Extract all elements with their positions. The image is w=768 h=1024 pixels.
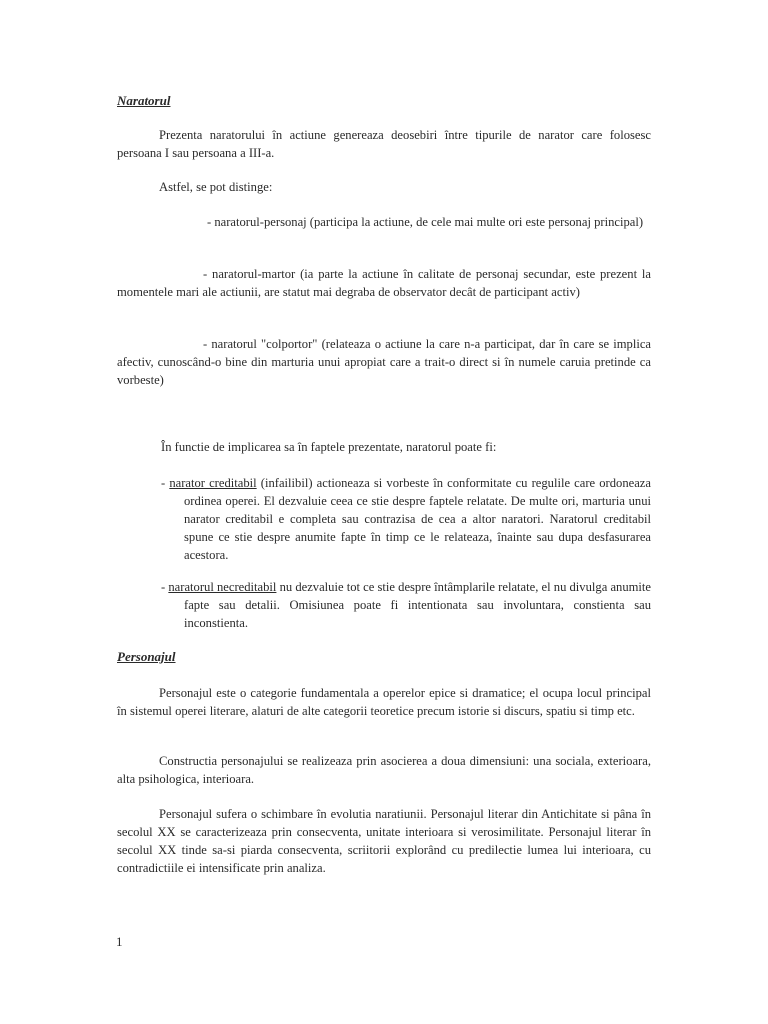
term-description: (infailibil) actioneaza si vorbeste în conformitate cu regulile care ordoneaza ordinea operei. El dezvaluie ceea ce stie despre faptele relatate. De multe ori, marturia unui narator creditabil e completa sau contrazisa de cea a altor naratori. Naratorul creditabil spune ce stie despre anumite fapte în timp ce le relateaza, înainte sau dupa desfasurarea acestora. <box>184 476 651 562</box>
paragraph-personaj-constructie: Constructia personajului se realizeaza prin asocierea a doua dimensiuni: una sociala, exterioara, alta psihologica, interioara. <box>117 754 651 786</box>
heading-personajul: Personajul <box>117 649 176 664</box>
list-item-narator-creditabil <box>161 474 651 564</box>
list-item-narator-martor: - naratorul-martor (ia parte la actiune în calitate de personaj secundar, este prezent la momentele mari ale actiunii, are statut mai degraba de observator decât de participant activ) <box>117 267 651 299</box>
list-dash: - <box>161 476 170 490</box>
term-narator-necreditabil: naratorul necreditabil <box>168 580 277 594</box>
list-item-narator-personaj: - naratorul-personaj (participa la actiune, de cele mai multe ori este personaj principal) <box>207 215 644 229</box>
list-item-narator-necreditabil <box>161 578 652 632</box>
term-description: nu dezvaluie tot ce stie despre întâmplarile relatate, el nu divulga anumite fapte sau detalii. Omisiunea poate fi intentionata sau involuntara, constienta sau inconstienta. <box>184 580 652 630</box>
paragraph-personaj-definitie: Personajul este o categorie fundamentala a operelor epice si dramatice; el ocupa locul principal în sistemul operei literare, alaturi de alte categorii teoretice precum istorie si discurs, spatiu si timp etc. <box>117 686 651 718</box>
paragraph-functie: În functie de implicarea sa în faptele prezentate, naratorul poate fi: <box>161 440 497 454</box>
list-item-narator-colportor: - naratorul "colportor" (relateaza o actiune la care n-a participat, dar în care se implica afectiv, cunoscând-o bine din marturia unui apropiat care a trait-o direct si în numele caruia pretinde ca vorbeste) <box>117 337 651 387</box>
heading-naratorul: Naratorul <box>117 93 171 108</box>
term-narator-creditabil: narator creditabil <box>169 476 257 490</box>
list-dash: - <box>161 580 169 594</box>
paragraph-intro: Prezenta naratorului în actiune genereaza deosebiri între tipurile de narator care folosesc persoana I sau persoana a III-a. <box>117 128 651 160</box>
paragraph-personaj-evolutie: Personajul sufera o schimbare în evolutia naratiunii. Personajul literar din Antichitate si pâna în secolul XX se caracterizeaza prin consecventa, unitate interioara si verosimilitate. Personajul literar în secolul XX tinde sa-si piarda consecventa, scriitorii explorând cu predilectie lumea lui interioara, cu contradictiile ei intensificate prin analiza. <box>117 807 651 875</box>
page-number: 1 <box>116 934 123 949</box>
paragraph-astfel: Astfel, se pot distinge: <box>159 180 273 194</box>
